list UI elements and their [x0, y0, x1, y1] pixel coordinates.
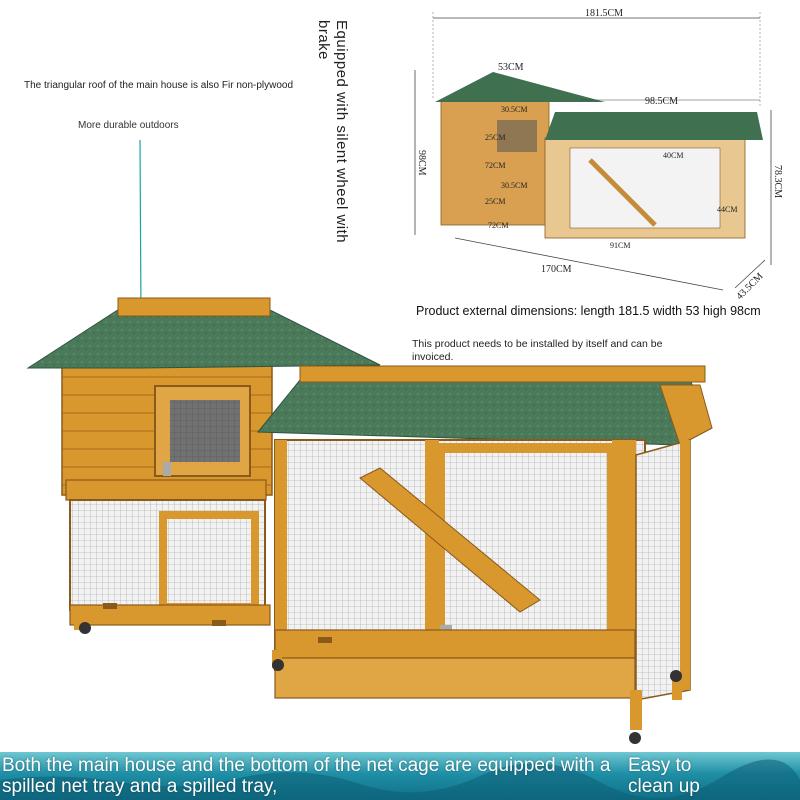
main-house-tray	[70, 605, 270, 625]
dim-run-length: 98.5CM	[645, 96, 679, 107]
dim-run-height: 78.3CM	[772, 165, 783, 199]
dim-lower-door-width: 30.5CM	[501, 181, 528, 190]
dim-depth: 43.5CM	[734, 270, 766, 303]
install-note: This product needs to be installed by itself and can be invoiced.	[412, 338, 663, 363]
dim-total-height: 98CM	[416, 150, 427, 176]
dim-door-width: 30.5CM	[501, 105, 528, 114]
bottom-banner	[0, 752, 800, 800]
dim-house-depth-upper: 72CM	[485, 161, 506, 170]
wheel-brake-note: Equipped with silent wheel with brake	[315, 20, 350, 244]
durable-outdoors-note: More durable outdoors	[78, 120, 179, 131]
banner-clean-text: Easy to clean up	[628, 755, 700, 797]
product-external-dimensions: Product external dimensions: length 181.5 width 53 high 98cm	[416, 304, 761, 318]
run-tray	[275, 630, 635, 658]
dim-base-length: 170CM	[541, 264, 572, 275]
wheel	[629, 732, 641, 744]
dim-house-depth-lower: 72CM	[488, 221, 509, 230]
wheel	[670, 670, 682, 682]
dim-lower-height: 25CM	[485, 197, 506, 206]
dim-overall-length: 181.5CM	[585, 8, 624, 19]
banner-tray-text: Both the main house and the bottom of the net cage are equipped with a spilled net tray and a spilled tray,	[2, 755, 611, 797]
dim-house-width: 53CM	[498, 62, 524, 73]
dim-door-height: 25CM	[485, 133, 506, 142]
dim-inner-width: 40CM	[663, 151, 684, 160]
run-roof	[258, 380, 712, 445]
wheel	[79, 622, 91, 634]
dim-inner-height: 44CM	[717, 205, 738, 214]
roof-material-note: The triangular roof of the main house is also Fir non-plywood	[24, 80, 294, 91]
wheel	[272, 659, 284, 671]
dim-run-depth: 91CM	[610, 241, 631, 250]
